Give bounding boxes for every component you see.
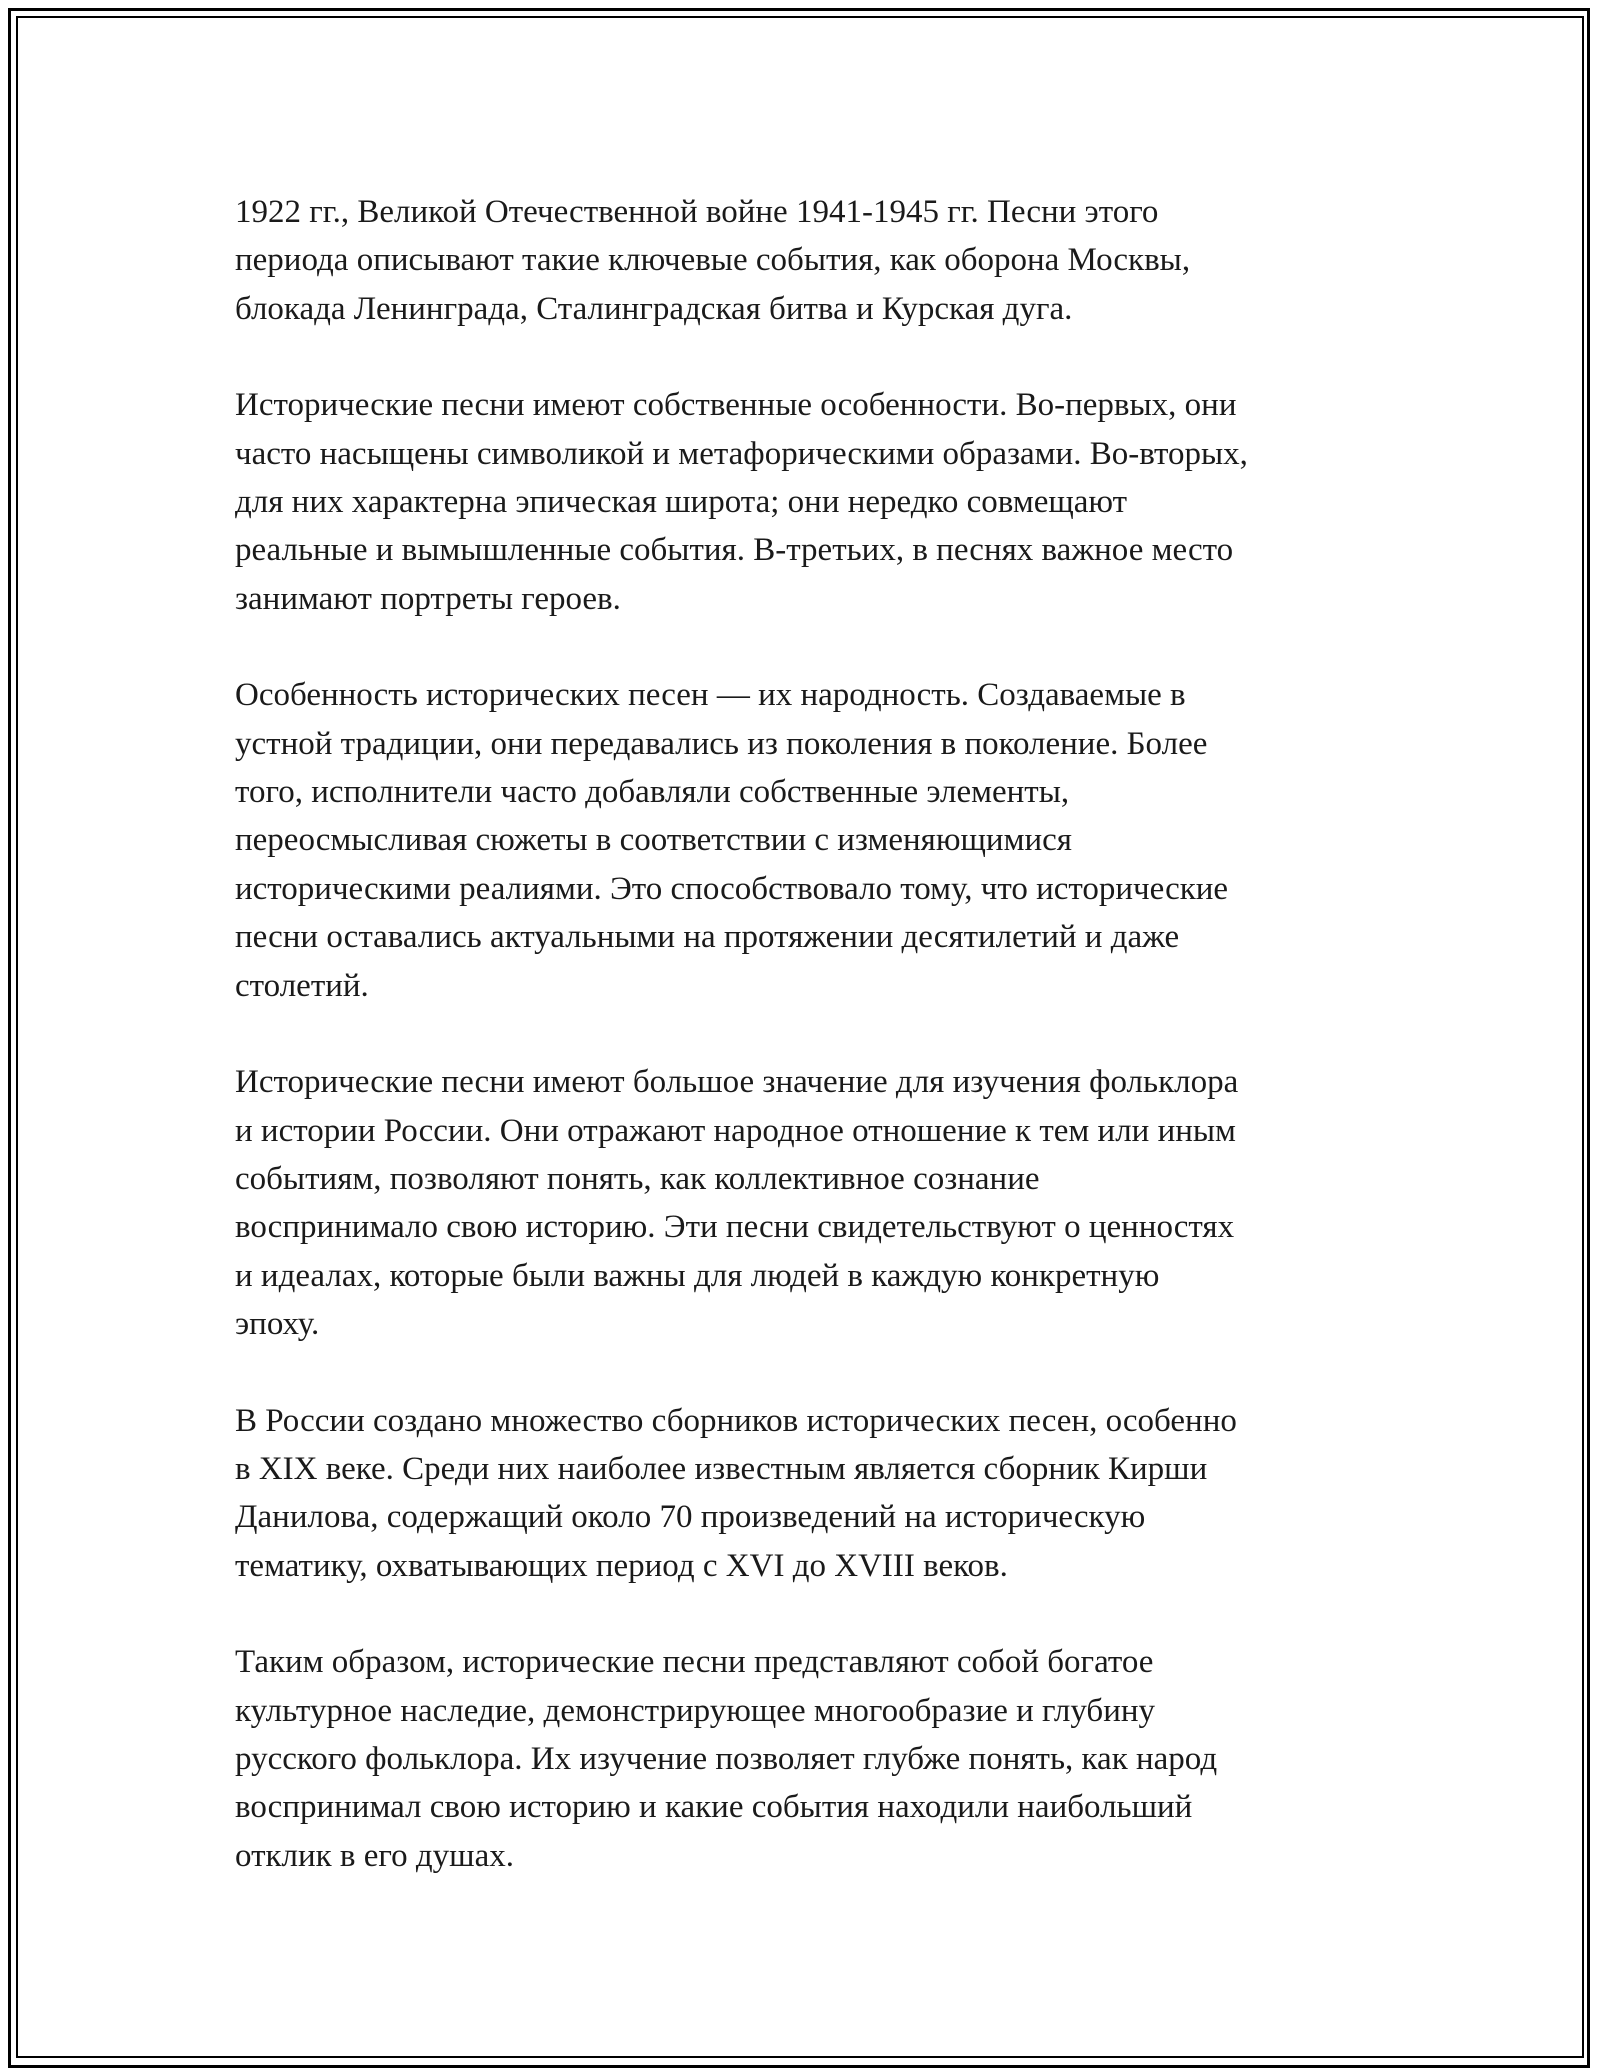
text-line: культурное наследие, демонстрирующее многообразие и глубину (235, 1692, 1156, 1729)
text-line: Исторические песни имеют большое значение для изучения фольклора (235, 1064, 1239, 1101)
paragraph (235, 1058, 1375, 1348)
text-line: воспринимало свою историю. Эти песни свидетельствуют о ценностях (235, 1209, 1235, 1246)
text-line: В России создано множество сборников исторических песен, особенно (235, 1402, 1237, 1439)
text-line: Данилова, содержащий около 70 произведений на историческую (235, 1499, 1146, 1536)
text-line: и истории России. Они отражают народное отношение к тем или иным (235, 1112, 1236, 1149)
text-line: отклик в его душах. (235, 1837, 514, 1874)
text-line: часто насыщены символикой и метафорическими образами. Во-вторых, (235, 435, 1248, 472)
text-line: Исторические песни имеют собственные особенности. Во-первых, они (235, 387, 1237, 424)
document-body (235, 188, 1375, 1928)
text-line: того, исполнители часто добавляли собственные элементы, (235, 774, 1070, 811)
text-line: русского фольклора. Их изучение позволяет глубже понять, как народ (235, 1740, 1218, 1777)
text-line: Таким образом, исторические песни представляют собой богатое (235, 1644, 1154, 1681)
text-line: эпоху. (235, 1306, 320, 1343)
text-line: Особенность исторических песен — их народность. Создаваемые в (235, 677, 1186, 714)
text-line: и идеалах, которые были важны для людей в каждую конкретную (235, 1257, 1160, 1294)
text-line: столетий. (235, 967, 369, 1004)
text-line: событиям, позволяют понять, как коллективное сознание (235, 1160, 1040, 1197)
paragraph (235, 1638, 1375, 1880)
paragraph (235, 671, 1375, 1010)
paragraph (235, 1397, 1375, 1591)
text-line: реальные и вымышленные события. В-третьих, в песнях важное место (235, 532, 1234, 569)
text-line: тематику, охватывающих период с XVI до XVIII веков. (235, 1547, 1008, 1584)
text-line: песни оставались актуальными на протяжении десятилетий и даже (235, 919, 1180, 956)
text-line: периода описывают такие ключевые события, как оборона Москвы, (235, 242, 1191, 279)
text-line: воспринимал свою историю и какие события находили наибольший (235, 1789, 1193, 1826)
text-line: в XIX веке. Среди них наиболее известным является сборник Кирши (235, 1450, 1208, 1487)
paragraph (235, 381, 1375, 623)
text-line: занимают портреты героев. (235, 580, 621, 617)
text-line: переосмысливая сюжеты в соответствии с изменяющимися (235, 822, 1072, 859)
text-line: для них характерна эпическая широта; они нередко совмещают (235, 484, 1128, 521)
paragraph (235, 188, 1375, 333)
text-line: устной традиции, они передавались из поколения в поколение. Более (235, 725, 1208, 762)
text-line: блокада Ленинграда, Сталинградская битва и Курская дуга. (235, 290, 1073, 327)
text-line: 1922 гг., Великой Отечественной войне 1941-1945 гг. Песни этого (235, 194, 1159, 230)
text-line: историческими реалиями. Это способствовало тому, что исторические (235, 870, 1229, 907)
